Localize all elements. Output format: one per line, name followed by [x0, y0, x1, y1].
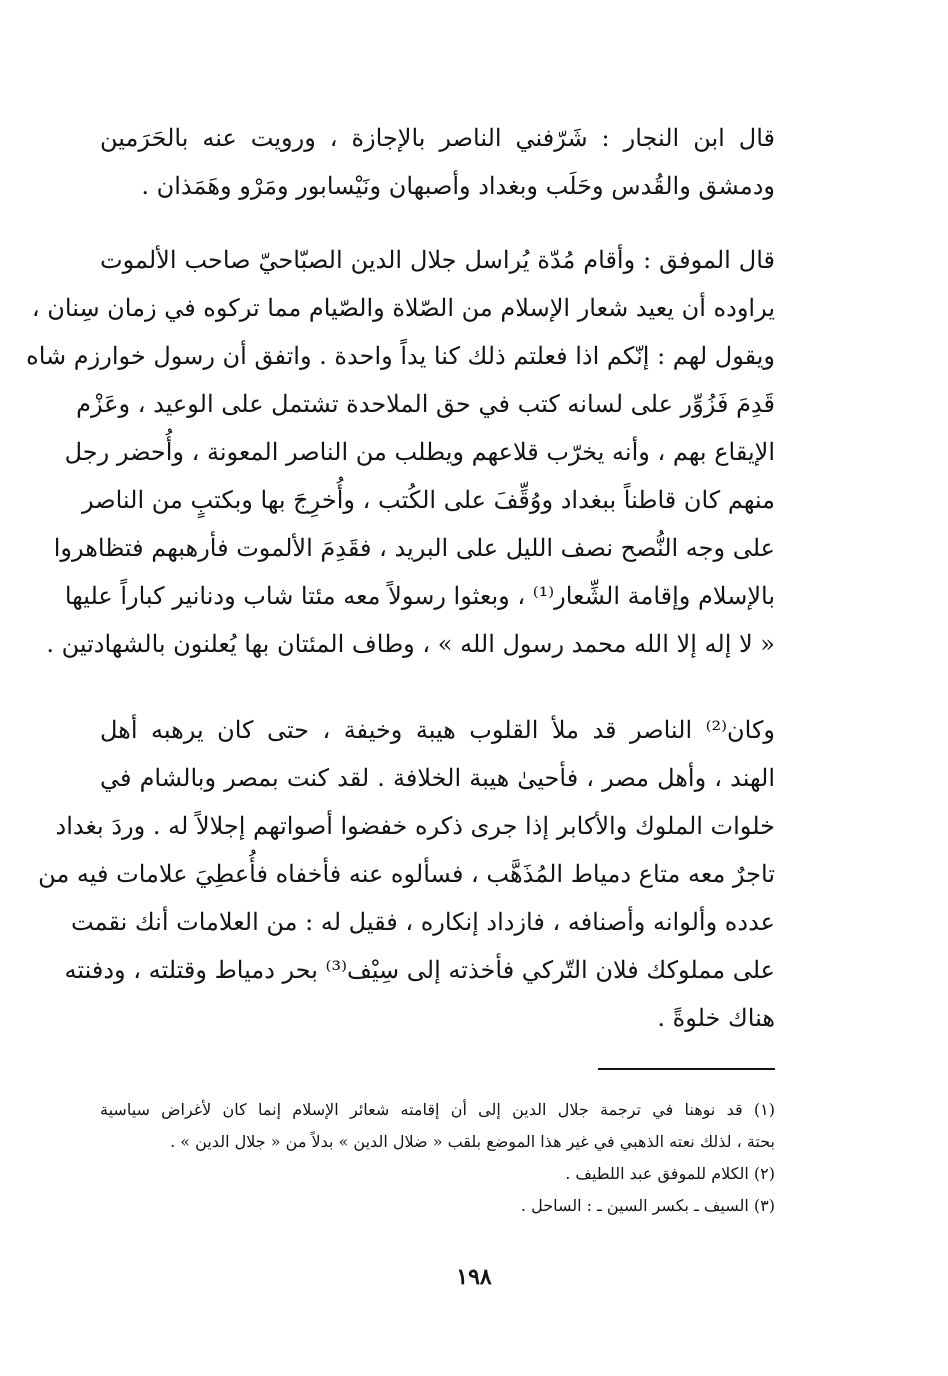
text-line: وكان⁽²⁾ الناصر قد ملأ القلوب هيبة وخيفة ، حتى كان يرهبه أهل: [100, 716, 775, 744]
footnote-line: بحتة ، لذلك نعته الذهبي في غير هذا الموضع بلقب « ضلال الدين » بدلاً من « جلال الدين » .: [170, 1132, 775, 1151]
text-line: عدده وألوانه وأصنافه ، فازداد إنكاره ، فقيل له : من العلامات أنك نقمت: [71, 908, 775, 936]
text-line: الإيقاع بهم ، وأنه يخرّب قلاعهم ويطلب من الناصر المعونة ، وأُحضر رجل: [64, 438, 775, 466]
text-line: يراوده أن يعيد شعار الإسلام من الصّلاة والصّيام مما تركوه في زمان سِنان ،: [31, 294, 775, 322]
paragraph-2: [26, 236, 775, 668]
text-line: على وجه النُّصح نصف الليل على البريد ، فقَدِمَ الألموت فأرهبهم فتظاهروا: [53, 534, 775, 562]
text-line: ودمشق والقُدس وحَلَب وبغداد وأصبهان ونَيْسابور ومَرْو وهَمَذان .: [141, 172, 775, 200]
text-line: ويقول لهم : إنّكم اذا فعلتم ذلك كنا يداً واحدة . واتفق أن رسول خوارزم شاه: [26, 342, 775, 370]
text-line: خلوات الملوك والأكابر إذا جرى ذكره خفضوا أصواتهم إجلالاً له . وردَ بغداد: [55, 812, 775, 840]
paragraph-1: [100, 114, 775, 210]
paragraph-3: [38, 706, 775, 1042]
footnote-line: (٣) السيف ـ بكسر السين ـ : الساحل .: [520, 1196, 775, 1215]
text-line: الهند ، وأهل مصر ، فأحيىٰ هيبة الخلافة . لقد كنت بمصر وبالشام في: [100, 764, 775, 792]
text-line: « لا إله إلا الله محمد رسول الله » ، وطاف المئتان بها يُعلنون بالشهادتين .: [46, 630, 775, 658]
text-line: تاجرٌ معه متاع دمياط المُذَهَّب ، فسألوه عنه فأخفاه فأُعطِيَ علامات فيه من: [38, 860, 775, 888]
footnote-line: (٢) الكلام للموفق عبد اللطيف .: [565, 1164, 775, 1183]
page-number: ١٩٨: [456, 1264, 492, 1290]
footnote-separator: [598, 1068, 775, 1070]
footnotes: [100, 1094, 775, 1222]
footnote-line: (١) قد نوهنا في ترجمة جلال الدين إلى أن إقامته شعائر الإسلام إنما كان لأغراض سياسية: [100, 1100, 776, 1119]
text-line: بالإسلام وإقامة الشِّعار⁽¹⁾ ، وبعثوا رسولاً معه مئتا شاب ودنانير كباراً عليها: [64, 582, 775, 610]
text-line: قَدِمَ فَزُوِّر على لسانه كتب في حق الملاحدة تشتمل على الوعيد ، وعَزْم: [76, 390, 775, 418]
text-line: هناك خلوةً .: [657, 1004, 775, 1032]
text-line: قال ابن النجار : شَرّفني الناصر بالإجازة ، ورويت عنه بالحَرَمين: [100, 124, 775, 152]
text-line: منهم كان قاطناً ببغداد ووُقِّفَ على الكُتب ، وأُخرِجَ بها وبكتبٍ من الناصر: [82, 486, 775, 514]
text-line: قال الموفق : وأقام مُدّة يُراسل جلال الدين الصبّاحيّ صاحب الألموت: [100, 246, 775, 274]
text-line: على مملوكك فلان التّركي فأخذته إلى سِيْف⁽³⁾ بحر دمياط وقتلته ، ودفنته: [64, 956, 775, 984]
